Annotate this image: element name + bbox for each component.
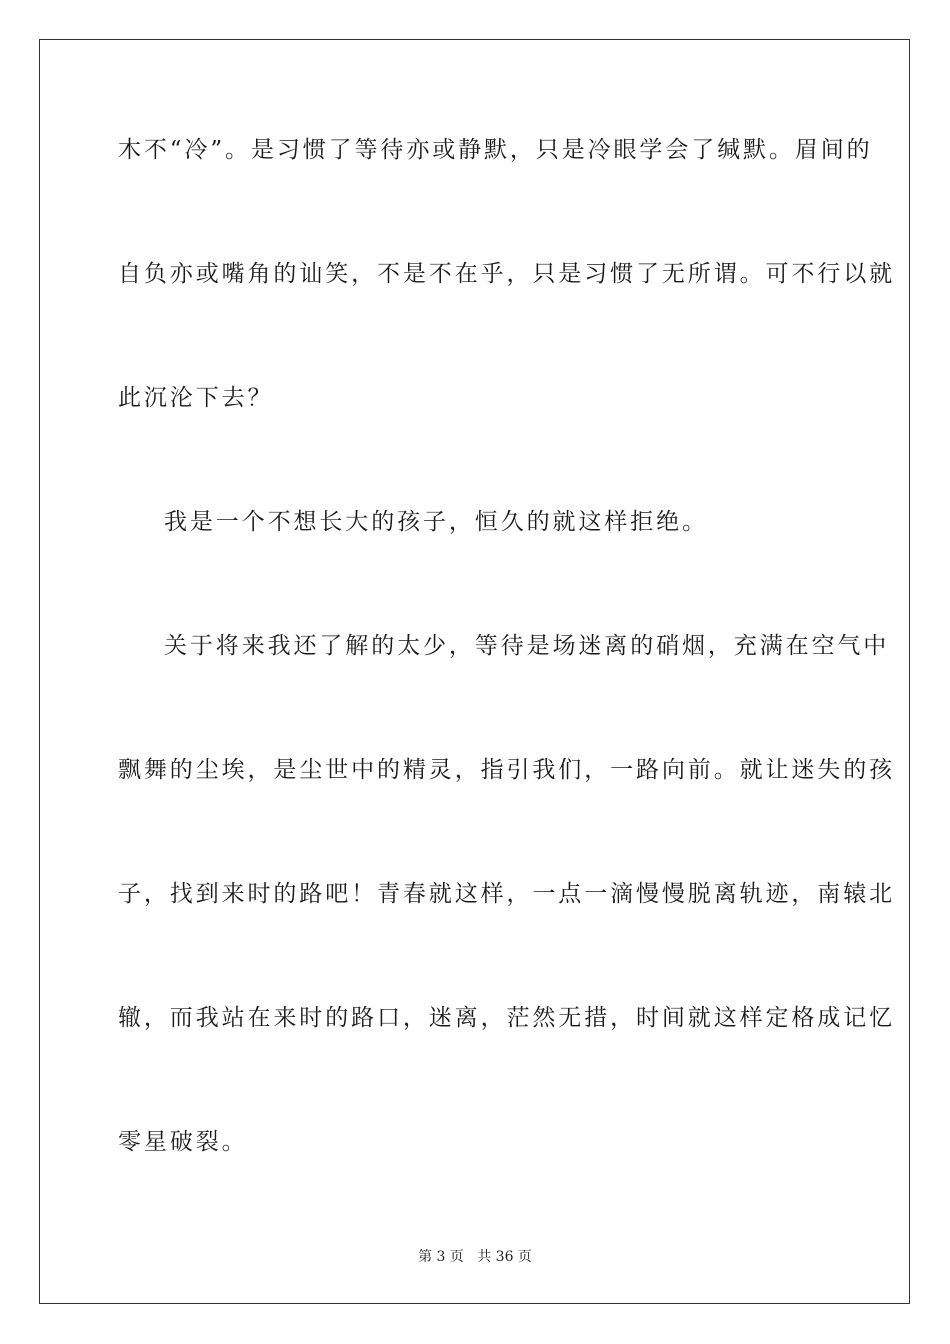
body-line-3: 此沉沦下去？: [118, 385, 274, 411]
page-number-footer: 第 3 页 共 36 页: [418, 1249, 532, 1265]
body-line-5: 关于将来我还了解的太少，等待是场迷离的硝烟，充满在空气中: [164, 633, 890, 659]
body-line-1: 木不“冷”。是习惯了等待亦或静默，只是冷眼学会了缄默。眉间的: [118, 137, 873, 163]
body-line-2: 自负亦或嘴角的讪笑，不是不在乎，只是习惯了无所谓。可不行以就: [118, 261, 895, 287]
body-line-8: 辙，而我站在来时的路口，迷离，茫然无措，时间就这样定格成记忆: [118, 1005, 895, 1031]
body-line-6: 飘舞的尘埃，是尘世中的精灵，指引我们，一路向前。就让迷失的孩: [118, 757, 895, 783]
body-line-7: 子，找到来时的路吧！青春就这样，一点一滴慢慢脱离轨迹，南辕北: [118, 881, 895, 907]
body-line-9: 零星破裂。: [118, 1129, 248, 1155]
body-line-4: 我是一个不想长大的孩子，恒久的就这样拒绝。: [164, 509, 708, 535]
page-border: [39, 39, 910, 1304]
